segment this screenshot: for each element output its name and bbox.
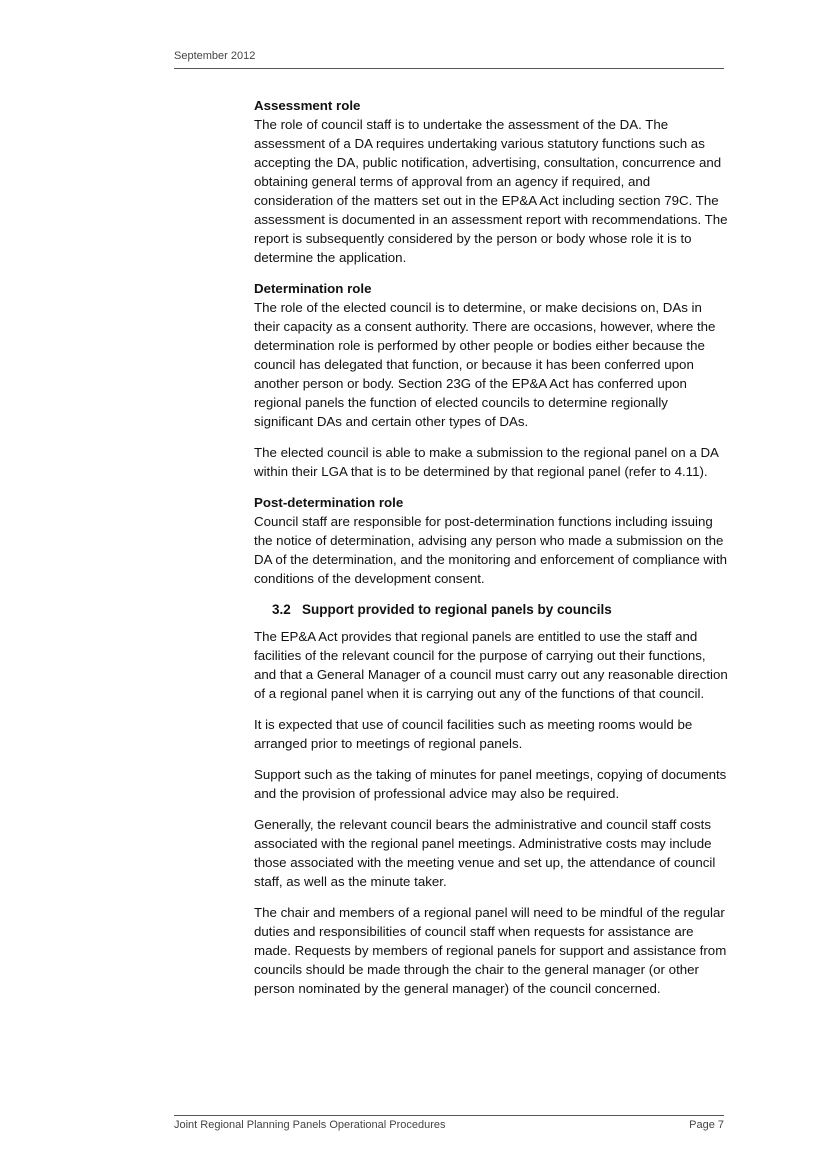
document-body <box>254 96 729 1010</box>
determination-role-text: The role of the elected council is to determine, or make decisions on, DAs in their capacity as a consent authority. There are occasions, however, where the determination role is performed by other people or bodies either because the council has delegated that function, or because it has been conferred upon another person or body. Section 23G of the EP&A Act has conferred upon regional panels the function of elected councils to determine regionally significant DAs and certain other types of DAs. <box>254 300 716 429</box>
section-number: 3.2 <box>272 602 291 617</box>
assessment-role-block <box>254 96 729 267</box>
post-determination-role-text: Council staff are responsible for post-determination functions including issuing the notice of determination, advising any person who made a submission on the DA of the determination, and the monitoring and enforcement of compliance with conditions of the development consent. <box>254 514 728 586</box>
post-determination-role-heading: Post-determination role <box>254 495 404 510</box>
header-date: September 2012 <box>174 50 256 62</box>
paragraph: The EP&A Act provides that regional panels are entitled to use the staff and facilities of the relevant council for the purpose of carrying out their functions, and that a General Manager of a council must carry out any reasonable direction of a regional panel when it is carrying out any of the functions of that council. <box>254 629 728 701</box>
paragraph: It is expected that use of council facilities such as meeting rooms would be arranged prior to meetings of regional panels. <box>254 717 693 751</box>
determination-submission-paragraph: The elected council is able to make a submission to the regional panel on a DA within their LGA that is to be determined by that regional panel (refer to 4.11). <box>254 445 719 479</box>
page-footer <box>174 1115 724 1131</box>
paragraph: Support such as the taking of minutes for panel meetings, copying of documents and the provision of professional advice may also be required. <box>254 767 727 801</box>
post-determination-role-block <box>254 493 729 588</box>
page-header <box>174 46 724 69</box>
section-title: Support provided to regional panels by councils <box>302 602 612 617</box>
paragraph: The chair and members of a regional panel will need to be mindful of the regular duties and responsibilities of council staff when requests for assistance are made. Requests by members of regional panels for support and assistance from councils should be made through the chair to the general manager (or other person nominated by the general manager) of the council concerned. <box>254 905 727 996</box>
assessment-role-heading: Assessment role <box>254 98 361 113</box>
section-heading <box>272 600 729 619</box>
determination-role-heading: Determination role <box>254 281 372 296</box>
footer-title: Joint Regional Planning Panels Operational Procedures <box>174 1119 446 1131</box>
page-number: Page 7 <box>689 1119 724 1131</box>
assessment-role-text: The role of council staff is to undertake the assessment of the DA. The assessment of a DA requires undertaking various statutory functions such as accepting the DA, public notification, advertising, consultation, concurrence and obtaining general terms of approval from an agency if required, and consideration of the matters set out in the EP&A Act including section 79C. The assessment is documented in an assessment report with recommendations. The report is subsequently considered by the person or body whose role it is to determine the application. <box>254 117 728 265</box>
paragraph: Generally, the relevant council bears the administrative and council staff costs associated with the regional panel meetings. Administrative costs may include those associated with the meeting venue and set up, the attendance of council staff, as well as the minute taker. <box>254 817 716 889</box>
determination-role-block <box>254 279 729 431</box>
